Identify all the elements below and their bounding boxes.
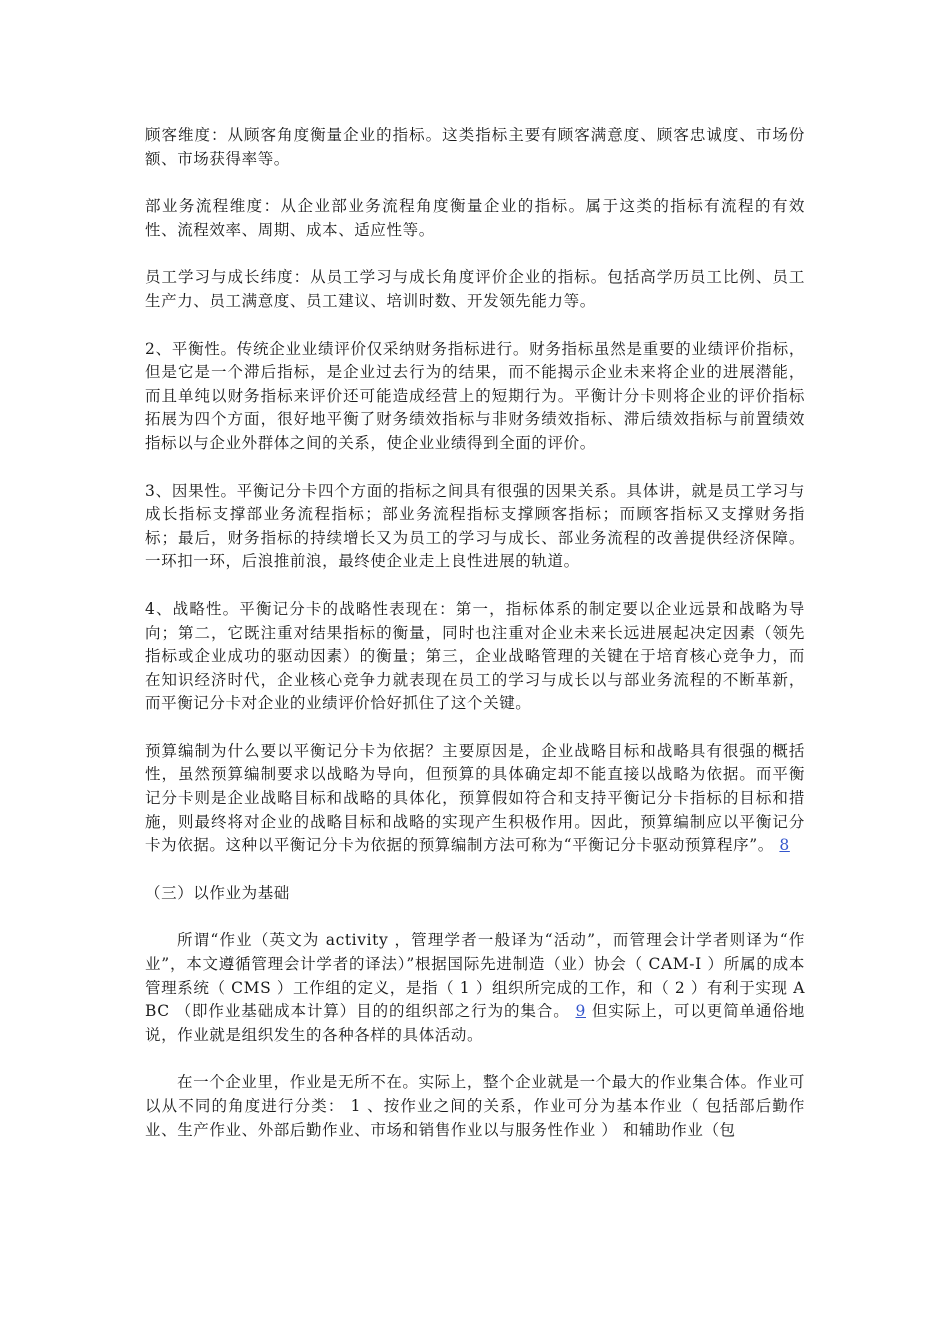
paragraph-customer-dimension: 顾客维度：从顾客角度衡量企业的指标。这类指标主要有顾客满意度、顾客忠诚度、市场份额、市场获得率等。	[145, 126, 805, 168]
footnote-link-8[interactable]: 8	[779, 836, 790, 855]
paragraph-causality: 3、因果性。平衡记分卡四个方面的指标之间具有很强的因果关系。具体讲，就是员工学习与成长指标支撑部业务流程指标；部业务流程指标支撑顾客指标；而顾客指标又支撑财务指标；最后，财务指标的持续增长又为员工的学习与成长、部业务流程的改善提供经济保障。一环扣一环，后浪推前浪，最终使企业走上良性进展的轨道。	[145, 481, 805, 571]
paragraph-learning-growth-dimension: 员工学习与成长纬度：从员工学习与成长角度评价企业的指标。包括高学历员工比例、员工生产力、员工满意度、员工建议、培训时数、开发领先能力等。	[145, 268, 805, 310]
document-page	[145, 124, 805, 1166]
section-heading: （三）以作业为基础	[145, 883, 290, 902]
paragraph-activity-definition	[145, 929, 805, 1047]
activity-text-before: 所谓“作业（英文为 activity ，管理学者一般译为“活动”，而管理会计学者则译为“作业”，本文遵循管理会计学者的译法）”根据国际先进制造（业）协会（ CAM-I ）所属的成本管理系统（ CMS ）工作组的定义，是指（ 1 ）组织所完成的工作，和（ 2 ）有利于实现 ABC （即作业基础成本计算）目的的组织部之行为的集合。	[145, 931, 805, 1021]
paragraph-internal-process-dimension: 部业务流程维度：从企业部业务流程角度衡量企业的指标。属于这类的指标有流程的有效性、流程效率、周期、成本、适应性等。	[145, 197, 805, 239]
paragraph-strategy: 4、战略性。平衡记分卡的战略性表现在：第一，指标体系的制定要以企业远景和战略为导向；第二，它既注重对结果指标的衡量，同时也注重对企业未来长远进展起决定因素（领先指标或企业成功的驱动因素）的衡量；第三，企业战略管理的关键在于培育核心竞争力，而在知识经济时代，企业核心竞争力就表现在员工的学习与成长以与部业务流程的不断革新，而平衡记分卡对企业的业绩评价恰好抓住了这个关键。	[145, 599, 805, 713]
footnote-link-9[interactable]: 9	[575, 1002, 586, 1021]
paragraph-balance: 2、平衡性。传统企业业绩评价仅采纳财务指标进行。财务指标虽然是重要的业绩评价指标，但是它是一个滞后指标，是企业过去行为的结果，而不能揭示企业未来将企业的进展潜能，而且单纯以财务指标来评价还可能造成经营上的短期行为。平衡计分卡则将企业的评价指标拓展为四个方面，很好地平衡了财务绩效指标与非财务绩效指标、滞后绩效指标与前置绩效指标以与企业外群体之间的关系，使企业业绩得到全面的评价。	[145, 339, 805, 452]
activity-text-after: 但实际上，可以更简单通俗地说，作业就是组织发生的各种各样的具体活动。	[145, 1002, 806, 1044]
paragraph-activity-classification: 在一个企业里，作业是无所不在。实际上，整个企业就是一个最大的作业集合体。作业可以从不同的角度进行分类： 1 、按作业之间的关系，作业可分为基本作业（ 包括部后勤作业、生产作业、外部后勤作业、市场和销售作业以与服务性作业 ） 和辅助作业（包	[145, 1073, 805, 1139]
budget-text: 预算编制为什么要以平衡记分卡为依据？主要原因是，企业战略目标和战略具有很强的概括性，虽然预算编制要求以战略为导向，但预算的具体确定却不能直接以战略为依据。而平衡记分卡则是企业战略目标和战略的具体化，预算假如符合和支持平衡记分卡指标的目标和措施，则最终将对企业的战略目标和战略的实现产生积极作用。因此，预算编制应以平衡记分卡为依据。这种以平衡记分卡为依据的预算编制方法可称为“平衡记分卡驱动预算程序”。	[145, 741, 805, 855]
paragraph-budget-basis	[145, 740, 805, 858]
